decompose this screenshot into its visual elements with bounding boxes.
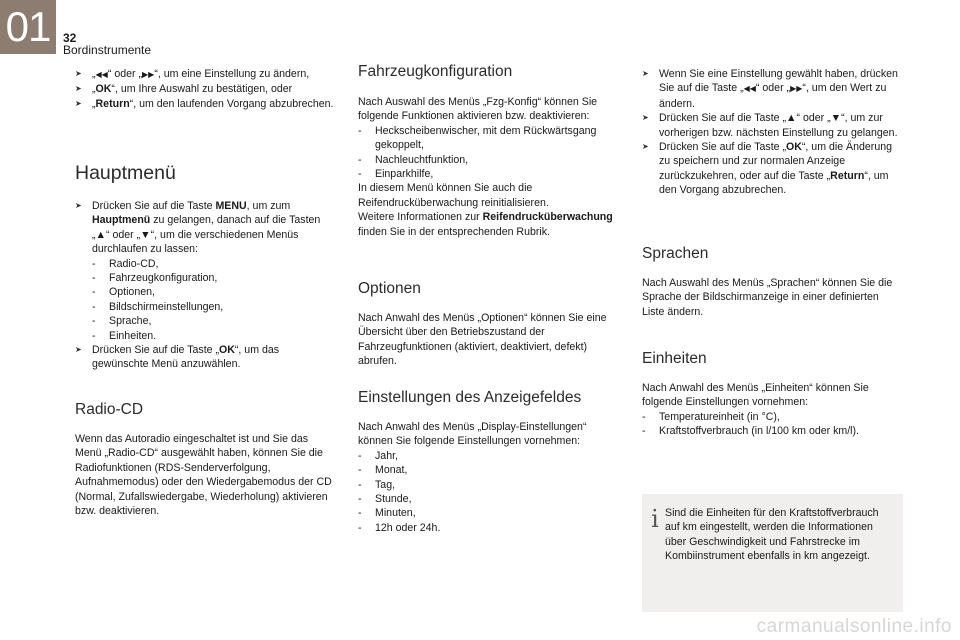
list-item: ➤ Drücken Sie auf die Taste „▲“ oder „▼“, um zur vorherigen bzw. nächsten Einstellung zu gelangen. — [642, 112, 898, 139]
list-item: ➤ Wenn Sie eine Einstellung gewählt haben, drücken Sie auf die Taste „◀◀“ oder „▶▶“, um den Wert zu ändern. — [642, 68, 898, 110]
arrow-bullet-icon: ➤ — [75, 98, 82, 108]
dash-item: - Sprache, — [92, 315, 152, 328]
dash-item: - Kraftstoffverbrauch (in l/100 km oder km/l). — [642, 425, 859, 438]
heading-sprachen: Sprachen — [642, 245, 709, 262]
arrow-bullet-icon: ➤ — [642, 113, 649, 123]
display-intro: Nach Anwahl des Menüs „Display-Einstellungen“ können Sie folgende Einstellungen vornehmen: — [358, 421, 587, 448]
info-icon: i — [651, 505, 659, 533]
optionen-text: Nach Anwahl des Menüs „Optionen“ können Sie eine Übersicht über den Betriebszustand der Fahrzeugfunktionen (aktiviert, deaktiviert, defekt) abrufen. — [358, 312, 607, 368]
info-note-text: Sind die Einheiten für den Kraftstoffverbrauch auf km eingestellt, werden die Informationen über Geschwindigkeit und Fahrstrecke im Kombiinstrument ebenfalls in km angezeigt. — [665, 507, 879, 563]
intro-list — [75, 67, 337, 111]
dash-item: - Temperatureinheit (in °C), — [642, 410, 780, 423]
settings-block — [642, 67, 904, 198]
dash-item: - Stunde, — [358, 493, 412, 506]
fzg-block — [358, 95, 620, 239]
list-item: ➤ „OK“, um Ihre Auswahl zu bestätigen, oder — [75, 83, 293, 96]
watermark: carmanualsonline.info — [756, 616, 952, 637]
dash-item: - Einheiten. — [92, 329, 157, 342]
fzg-text-1: In diesem Menü können Sie auch die Reifendrucküberwachung reinitialisieren. — [358, 182, 549, 209]
arrow-bullet-icon: ➤ — [75, 84, 82, 94]
arrow-bullet-icon: ➤ — [642, 142, 649, 152]
display-block — [358, 420, 620, 535]
dash-item: - Tag, — [358, 478, 396, 491]
dash-item: - Monat, — [358, 464, 408, 477]
arrow-bullet-icon: ➤ — [642, 69, 649, 78]
einheiten-block — [642, 381, 904, 439]
heading-hauptmenu: Hauptmenü — [75, 162, 176, 184]
dash-item: - 12h oder 24h. — [358, 521, 441, 534]
heading-radio-cd: Radio-CD — [75, 401, 144, 418]
arrow-bullet-icon: ➤ — [75, 201, 82, 210]
fzg-text-2: Weitere Informationen zur Reifendrucküberwachung finden Sie in der entsprechenden Rubrik. — [358, 211, 613, 238]
list-item: ➤ Drücken Sie auf die Taste „OK“, um die Änderung zu speichern und zur normalen Anzeige zurückzukehren, oder auf die Taste „Return“, um den Vorgang abzubrechen. — [642, 141, 892, 197]
list-item: ➤ Drücken Sie auf die Taste „OK“, um das gewünschte Menü anzuwählen. — [75, 344, 280, 371]
dash-item: - Bildschirmeinstellungen, — [92, 300, 224, 313]
hauptmenu-block — [75, 199, 337, 372]
dash-item: - Jahr, — [358, 449, 398, 462]
page-number: 32 — [63, 31, 77, 45]
heading-optionen: Optionen — [358, 280, 421, 297]
list-item: ➤ Drücken Sie auf die Taste MENU, um zum Hauptmenü zu gelangen, danach auf die Tasten „▲“ oder „▼“, um die verschiedenen Menüs durchlaufen zu lassen: - Radio-CD, - Fahrzeugkonfiguration, - Optionen, - Bildschirmeinstellungen, - Sprache, - Einheiten. — [75, 199, 337, 343]
dash-item: - Minuten, — [358, 507, 416, 520]
dash-item: - Nachleuchtfunktion, — [358, 153, 469, 166]
rewind-icon: ◀◀ — [95, 70, 108, 79]
arrow-bullet-icon: ➤ — [75, 345, 82, 355]
dash-item: - Heckscheibenwischer, mit dem Rückwärtsgang gekoppelt, — [358, 124, 597, 152]
forward-icon: ▶▶ — [790, 84, 803, 94]
list-item: ➤ „Return“, um den laufenden Vorgang abzubrechen. — [75, 97, 334, 110]
sprachen-text: Nach Auswahl des Menüs „Sprachen“ können Sie die Sprache der Bildschirmanzeige in einer definierten Liste ändern. — [642, 277, 893, 318]
dash-item: - Fahrzeugkonfiguration, — [92, 272, 218, 285]
dash-item: - Optionen, — [92, 286, 155, 299]
fzg-intro: Nach Auswahl des Menüs „Fzg-Konfig“ können Sie folgende Funktionen aktivieren bzw. deaktivieren: — [358, 96, 598, 123]
heading-fahrzeugkonfiguration: Fahrzeugkonfiguration — [358, 63, 513, 80]
section-name: Bordinstrumente — [63, 43, 152, 57]
forward-icon: ▶▶ — [142, 70, 155, 79]
info-note — [642, 494, 903, 612]
heading-anzeigefeld: Einstellungen des Anzeigefeldes — [358, 389, 582, 406]
list-item: ➤ „◀◀“ oder „▶▶“, um eine Einstellung zu ändern, — [75, 68, 310, 80]
rewind-icon: ◀◀ — [743, 84, 756, 94]
chapter-number: 01 — [0, 0, 56, 54]
arrow-bullet-icon: ➤ — [75, 69, 82, 78]
einheiten-intro: Nach Anwahl des Menüs „Einheiten“ können Sie folgende Einstellungen vornehmen: — [642, 382, 869, 409]
radio-text: Wenn das Autoradio eingeschaltet ist und Sie das Menü „Radio-CD“ ausgewählt haben, können Sie die Radiofunktionen (RDS-Senderverfolgung, Aufnahmemodus) oder den Wiedergabemodus der CD (Normal, Zufallswiedergabe, Wiederholung) aktivieren bzw. deaktivieren. — [75, 433, 332, 518]
heading-einheiten: Einheiten — [642, 350, 707, 367]
dash-item: - Einparkhilfe, — [358, 168, 434, 181]
dash-item: - Radio-CD, — [92, 257, 159, 270]
